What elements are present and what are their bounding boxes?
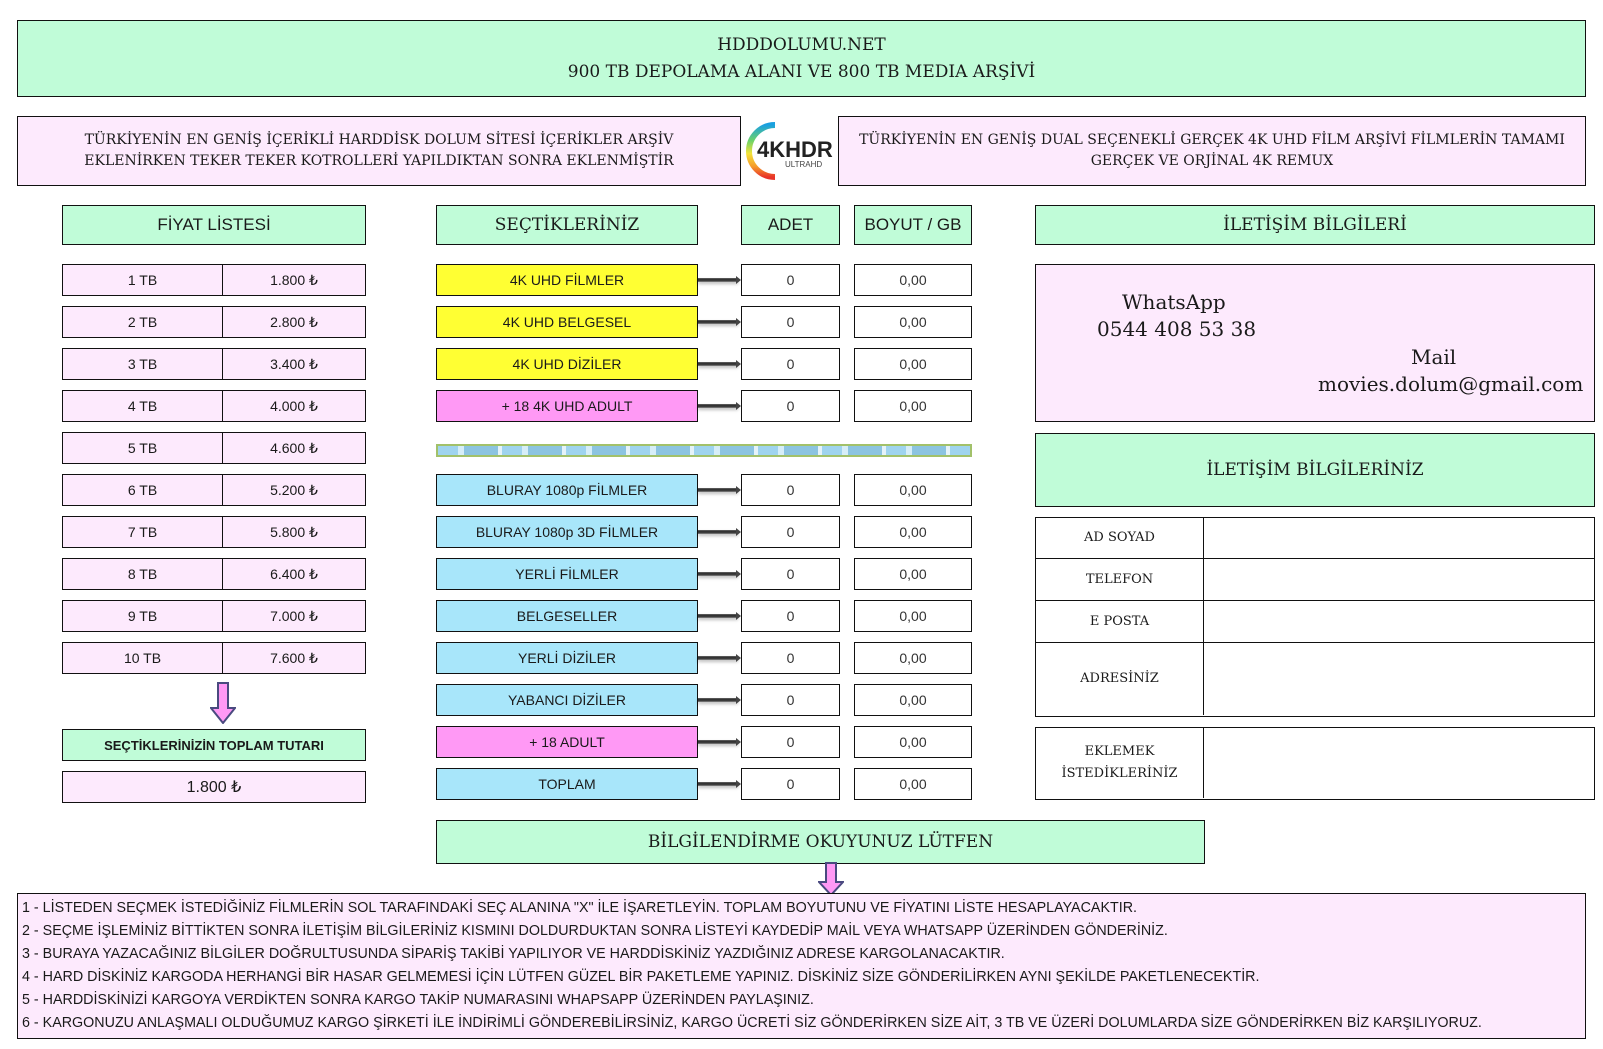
count-cell: 0 <box>741 516 840 548</box>
category-button[interactable]: + 18 4K UHD ADULT <box>436 390 698 422</box>
connector-arrow-icon <box>698 782 741 787</box>
connector-arrow-icon <box>698 614 741 619</box>
connector-arrow-icon <box>698 320 741 325</box>
connector-arrow-icon <box>698 362 741 367</box>
name-label: AD SOYAD <box>1036 518 1204 558</box>
form-row-address <box>1036 643 1594 715</box>
price-amount: 5.200 ₺ <box>270 481 318 498</box>
count-cell: 0 <box>741 264 840 296</box>
size-cell: 0,00 <box>854 348 972 380</box>
size-cell: 0,00 <box>854 558 972 590</box>
count-cell: 0 <box>741 390 840 422</box>
logo-main-text: 4KHDR <box>757 137 833 162</box>
form-row-email <box>1036 601 1594 643</box>
price-row <box>62 642 366 674</box>
extra-field[interactable] <box>1204 728 1594 798</box>
phone-label: TELEFON <box>1036 559 1204 600</box>
size-cell: 0,00 <box>854 684 972 716</box>
price-row <box>62 264 366 296</box>
size-cell: 0,00 <box>854 516 972 548</box>
connector-arrow-icon <box>698 656 741 661</box>
total-price-label: SEÇTİKLERİNİZİN TOPLAM TUTARI <box>62 729 366 761</box>
count-header: ADET <box>741 205 840 245</box>
size-cell: 0,00 <box>854 726 972 758</box>
contact-form <box>1035 517 1595 717</box>
info-header: BİLGİLENDİRME OKUYUNUZ LÜTFEN <box>436 820 1205 864</box>
category-button[interactable]: YERLİ DİZİLER <box>436 642 698 674</box>
contact-info-header: İLETİŞİM BİLGİLERİ <box>1035 205 1595 245</box>
logo-sub-text: ULTRAHD <box>785 160 823 169</box>
note-1: 1 - LİSTEDEN SEÇMEK İSTEDİĞİNİZ FİLMLERİN SOL TARAFINDAKİ SEÇ ALANINA "X" İLE İŞARETLEYİN. TOPLAM BOYUTUNU VE FİYATINI LİSTE HESAPLAYACAKTIR. <box>22 900 1137 916</box>
price-row <box>62 348 366 380</box>
count-cell: 0 <box>741 768 840 800</box>
count-cell: 0 <box>741 474 840 506</box>
category-button[interactable]: BELGESELLER <box>436 600 698 632</box>
contact-card <box>1035 264 1595 422</box>
note-2: 2 - SEÇME İŞLEMİNİZ BİTTİKTEN SONRA İLETİŞİM BİLGİLERİNİZ KISMINI DOLDURDUKTAN SONRA LİSTEYİ KAYDEDİP MAİL VEYA WHATSAPP ÜZERİNDEN GÖNDERİNİZ. <box>22 923 1168 939</box>
extra-label-line1: EKLEMEK <box>1084 744 1155 759</box>
price-row <box>62 474 366 506</box>
size-cell: 0,00 <box>854 768 972 800</box>
size-cell: 0,00 <box>854 264 972 296</box>
mail-label: Mail <box>1411 345 1457 369</box>
category-button[interactable]: 4K UHD FİLMLER <box>436 264 698 296</box>
connector-arrow-icon <box>698 740 741 745</box>
extra-label-line2: İSTEDİKLERİNİZ <box>1061 766 1178 781</box>
size-cell: 0,00 <box>854 642 972 674</box>
4k-hdr-logo <box>745 119 835 181</box>
price-amount: 4.600 ₺ <box>270 439 318 456</box>
category-button[interactable]: TOPLAM <box>436 768 698 800</box>
price-row <box>62 306 366 338</box>
price-amount: 6.400 ₺ <box>270 565 318 582</box>
extra-label <box>1036 728 1204 798</box>
price-row <box>62 600 366 632</box>
category-button[interactable]: + 18 ADULT <box>436 726 698 758</box>
price-amount: 2.800 ₺ <box>270 313 318 330</box>
price-size: 2 TB <box>63 307 223 337</box>
form-row-extra <box>1036 728 1594 798</box>
price-row <box>62 558 366 590</box>
price-amount: 7.000 ₺ <box>270 607 318 624</box>
count-cell: 0 <box>741 726 840 758</box>
site-header <box>17 20 1586 97</box>
site-subtitle: 900 TB DEPOLAMA ALANI VE 800 TB MEDIA ARŞİVİ <box>567 61 1036 82</box>
connector-arrow-icon <box>698 488 741 493</box>
note-5: 5 - HARDDİSKİNİZİ KARGOYA VERDİKTEN SONRA KARGO TAKİP NUMARASINI WHAPSAPP ÜZERİNDEN PAYLAŞINIZ. <box>22 992 814 1008</box>
arrow-down-icon <box>818 862 844 896</box>
name-field[interactable] <box>1204 518 1594 558</box>
count-cell: 0 <box>741 348 840 380</box>
phone-field[interactable] <box>1204 559 1594 600</box>
size-cell: 0,00 <box>854 306 972 338</box>
price-size: 3 TB <box>63 349 223 379</box>
note-4: 4 - HARD DİSKİNİZ KARGODA HERHANGİ BİR HASAR GELMEMESİ İÇİN LÜTFEN GÜZEL BİR PAKETLEME YAPINIZ. DİSKİNİZ SİZE GÖNDERİLİRKEN AYNI ŞEKİLDE PAKETLENECEKTİR. <box>22 969 1260 985</box>
category-button[interactable]: BLURAY 1080p 3D FİLMLER <box>436 516 698 548</box>
price-amount: 1.800 ₺ <box>270 271 318 288</box>
price-amount: 5.800 ₺ <box>270 523 318 540</box>
price-size: 9 TB <box>63 601 223 631</box>
size-cell: 0,00 <box>854 600 972 632</box>
price-size: 6 TB <box>63 475 223 505</box>
count-cell: 0 <box>741 558 840 590</box>
price-row <box>62 432 366 464</box>
category-button[interactable]: 4K UHD BELGESEL <box>436 306 698 338</box>
address-field[interactable] <box>1204 643 1594 715</box>
site-name: HDDDOLUMU.NET <box>717 34 886 55</box>
email-label: E POSTA <box>1036 601 1204 642</box>
email-field[interactable] <box>1204 601 1594 642</box>
price-size: 4 TB <box>63 391 223 421</box>
price-size: 1 TB <box>63 265 223 295</box>
your-contact-header: İLETİŞİM BİLGİLERİNİZ <box>1035 433 1595 507</box>
price-row <box>62 516 366 548</box>
note-3: 3 - BURAYA YAZACAĞINIZ BİLGİLER DOĞRULTUSUNDA SİPARİŞ TAKİBİ YAPILIYOR VE HARDDİSKİNİZ YAZDIĞINIZ ADRESE KARGOLANACAKTIR. <box>22 946 1005 962</box>
category-button[interactable]: 4K UHD DİZİLER <box>436 348 698 380</box>
whatsapp-number[interactable]: 0544 408 53 38 <box>1097 317 1257 341</box>
size-cell: 0,00 <box>854 474 972 506</box>
category-button[interactable]: BLURAY 1080p FİLMLER <box>436 474 698 506</box>
tagline-left: TÜRKİYENİN EN GENİŞ İÇERİKLİ HARDDİSK DOLUM SİTESİ İÇERİKLER ARŞİV EKLENİRKEN TEKER TEKER KOTROLLERİ YAPILDIKTAN SONRA EKLENMİŞTİR <box>17 116 741 186</box>
count-cell: 0 <box>741 306 840 338</box>
connector-arrow-icon <box>698 530 741 535</box>
arrow-down-icon <box>210 682 236 724</box>
tagline-right: TÜRKİYENİN EN GENİŞ DUAL SEÇENEKLİ GERÇEK 4K UHD FİLM ARŞİVİ FİLMLERİN TAMAMI GERÇEK VE ORJİNAL 4K REMUX <box>838 116 1586 186</box>
size-header: BOYUT / GB <box>854 205 972 245</box>
extra-notes-form <box>1035 727 1595 800</box>
connector-arrow-icon <box>698 278 741 283</box>
price-amount: 7.600 ₺ <box>270 649 318 666</box>
count-cell: 0 <box>741 600 840 632</box>
count-cell: 0 <box>741 642 840 674</box>
price-size: 10 TB <box>63 643 223 673</box>
mail-address[interactable]: movies.dolum@gmail.com <box>1318 372 1584 396</box>
count-cell: 0 <box>741 684 840 716</box>
note-6: 6 - KARGONUZU ANLAŞMALI OLDUĞUMUZ KARGO ŞİRKETİ İLE İNDİRİMLİ GÖNDEREBİLİRSİNİZ, KARGO ÜCRETİ SİZ GÖNDERİRKEN SİZE AİT, 3 TB VE ÜZERİ DOLUMLARDA SİZE GÖNDERİRKEN BİZ KARŞILIYORUZ. <box>22 1015 1482 1031</box>
connector-arrow-icon <box>698 572 741 577</box>
total-price-value: 1.800 ₺ <box>62 771 366 803</box>
info-notes <box>17 893 1586 1039</box>
address-label: ADRESİNİZ <box>1036 643 1204 715</box>
price-size: 7 TB <box>63 517 223 547</box>
price-list-header: FİYAT LİSTESİ <box>62 205 366 245</box>
form-row-phone <box>1036 559 1594 601</box>
price-amount: 3.400 ₺ <box>270 355 318 372</box>
form-row-name <box>1036 518 1594 559</box>
price-size: 5 TB <box>63 433 223 463</box>
price-amount: 4.000 ₺ <box>270 397 318 414</box>
category-button[interactable]: YERLİ FİLMLER <box>436 558 698 590</box>
selections-header: SEÇTİKLERİNİZ <box>436 205 698 245</box>
category-button[interactable]: YABANCI DİZİLER <box>436 684 698 716</box>
connector-arrow-icon <box>698 404 741 409</box>
section-divider <box>436 444 972 457</box>
connector-arrow-icon <box>698 698 741 703</box>
whatsapp-label: WhatsApp <box>1122 290 1226 314</box>
price-size: 8 TB <box>63 559 223 589</box>
price-row <box>62 390 366 422</box>
size-cell: 0,00 <box>854 390 972 422</box>
